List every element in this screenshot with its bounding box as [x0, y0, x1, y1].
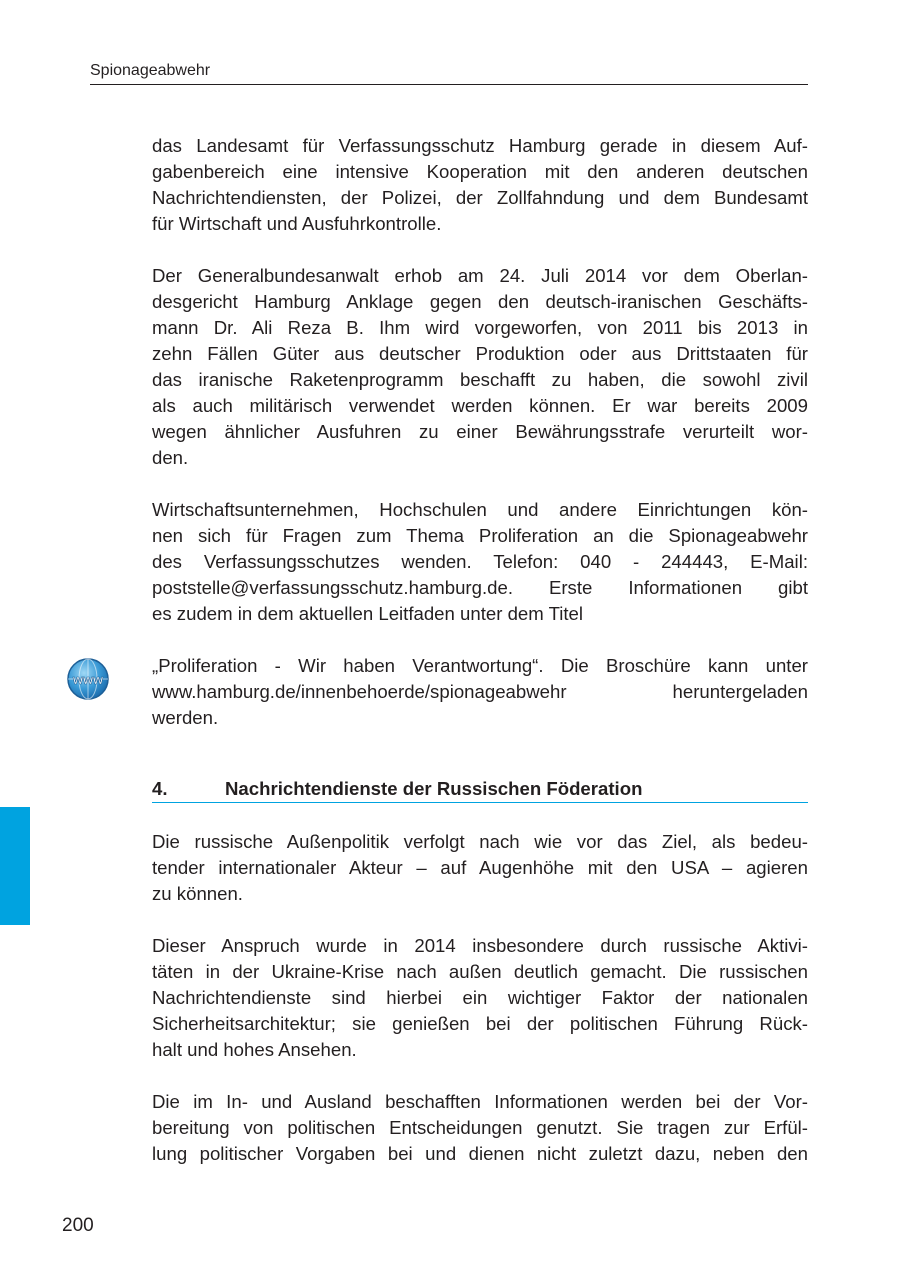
running-header: Spionageabwehr — [90, 60, 808, 85]
brochure-link[interactable]: www.hamburg.de/innenbehoerde/spionageabwehr heruntergeladen — [152, 681, 808, 702]
page-number: 200 — [62, 1215, 94, 1236]
paragraph-information: Die im In- und Ausland beschafften Informationen werden bei der Vor- bereitung von politischen Entscheidungen genutzt. Sie tragen zur Erfül- lung politischer Vorgaben bei und dienen nicht zuletzt dazu, neben den — [152, 1091, 808, 1164]
body-text-top — [152, 133, 808, 757]
paragraph-cooperation: das Landesamt für Verfassungsschutz Hamburg gerade in diesem Auf- gabenbereich eine intensive Kooperation mit den anderen deutschen Nachrichtendiensten, der Polizei, der Zollfahndung und dem Bundesamt für Wirtschaft und Ausfuhrkontrolle. — [152, 135, 808, 234]
www-icon[interactable] — [66, 657, 110, 701]
body-text-bottom — [152, 829, 808, 1193]
section-number: 4. — [152, 778, 168, 799]
paragraph-foreign-policy: Die russische Außenpolitik verfolgt nach wie vor das Ziel, als bedeu- tender internationaler Akteur – auf Augenhöhe mit den USA – agieren zu können. — [152, 831, 808, 904]
chapter-side-tab — [0, 807, 30, 925]
paragraph-contact: Wirtschaftsunternehmen, Hochschulen und andere Einrichtungen kön- nen sich für Fragen zum Thema Proliferation an die Spionageabwehr des Verfassungsschutzes wenden. Telefon: 040 - 244443, E-Mail: poststelle@verfassungsschutz.hamburg.de. Erste Informationen gibt es zudem in dem aktuellen Leitfaden unter dem Titel — [152, 499, 808, 624]
paragraph-brochure: „Proliferation - Wir haben Verantwortung“. Die Broschüre kann unter www.hamburg.de/innenbehoerde/spionageabwehr heruntergeladen werden. — [152, 655, 808, 728]
section-heading — [152, 776, 808, 803]
paragraph-indictment: Der Generalbundesanwalt erhob am 24. Juli 2014 vor dem Oberlan- desgericht Hamburg Anklage gegen den deutsch-iranischen Geschäfts- mann Dr. Ali Reza B. Ihm wird vorgeworfen, von 2011 bis 2013 in zehn Fällen Güter aus deutscher Produktion oder aus Drittstaaten für das iranische Raketenprogramm beschafft zu haben, die sowohl zivil als auch militärisch verwendet werden können. Er war bereits 2009 wegen ähnlicher Ausfuhren zu einer Bewährungsstrafe verurteilt wor- den. — [152, 265, 808, 468]
paragraph-ukraine: Dieser Anspruch wurde in 2014 insbesondere durch russische Aktivi- täten in der Ukraine-Krise nach außen deutlich gemacht. Die russischen Nachrichtendienste sind hierbei ein wichtiger Faktor der nationalen Sicherheitsarchitektur; sie genießen bei der politischen Führung Rück- halt und hohes Ansehen. — [152, 935, 808, 1060]
svg-text:www: www — [72, 672, 104, 687]
section-title: Nachrichtendienste der Russischen Föderation — [225, 778, 643, 799]
